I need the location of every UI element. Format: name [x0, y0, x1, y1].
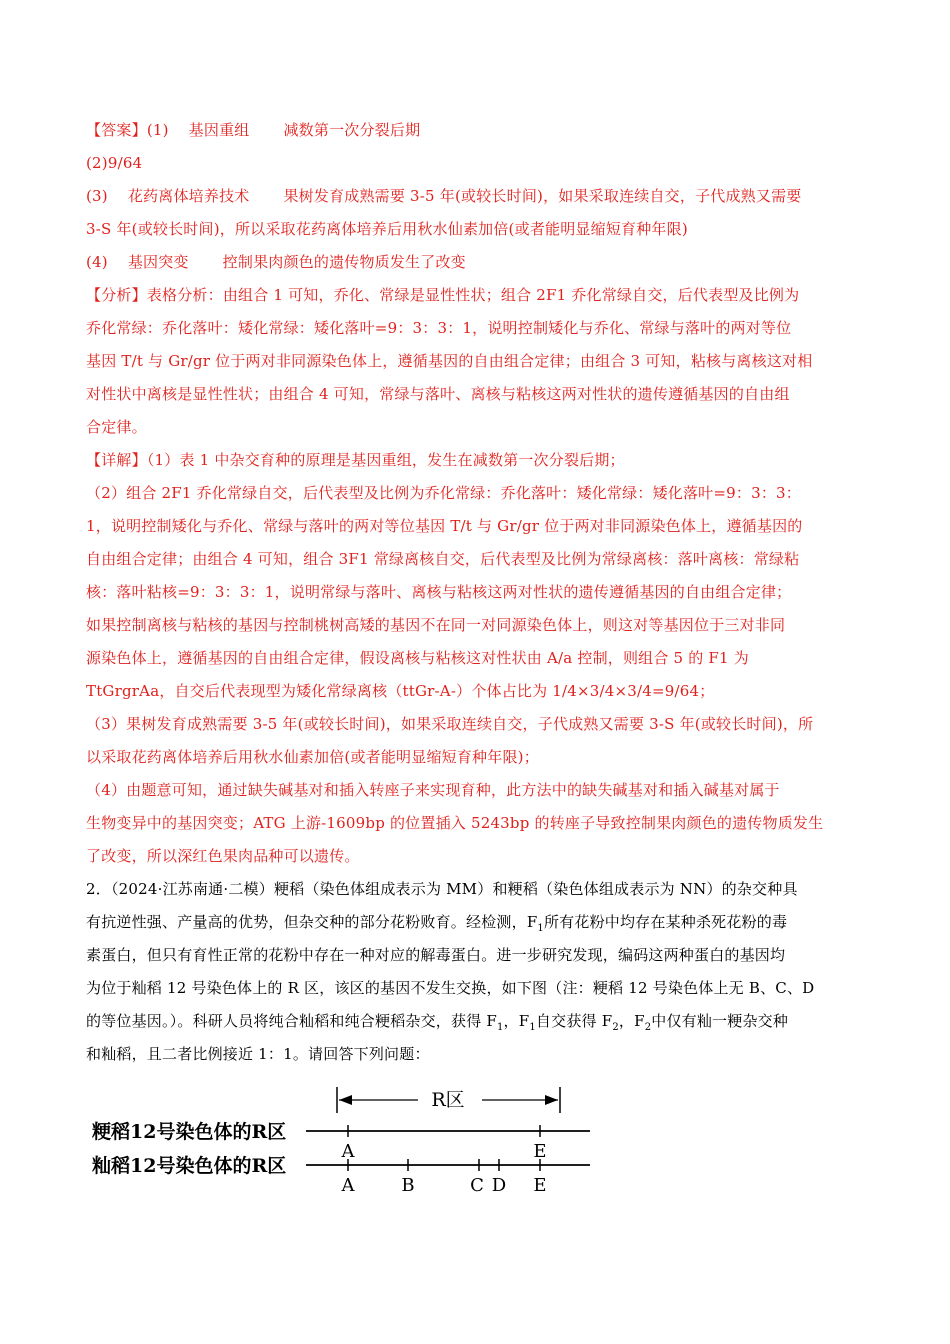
- analysis-line-3: 基因 T/t 与 Gr/gr 位于两对非同源染色体上，遵循基因的自由组合定律；由组合 3 可知，粘核与离核这对相: [86, 352, 813, 370]
- arrow-left-icon: [339, 1095, 352, 1105]
- answer-line-3: (3) 花药离体培养技术 果树发育成熟需要 3-5 年(或较长时间)，如果采取连续自交，子代成熟又需要: [86, 187, 802, 205]
- detail-line: 生物变异中的基因突变；ATG 上游-1609bp 的位置插入 5243bp 的转座子导致控制果肉颜色的遗传物质发生: [86, 814, 824, 832]
- question-line-1: 2．（2024·江苏南通·二模）粳稻（染色体组成表示为 MM）和粳稻（染色体组成表示为 NN）的杂交种具: [86, 880, 798, 898]
- answer-1-a: 基因重组: [188, 121, 250, 139]
- detail-label: 【详解】: [86, 451, 147, 469]
- detail-line: 核：落叶粘核=9：3：3：1，说明常绿与落叶、离核与粘核这两对性状的遗传遵循基因的自由组合定律；: [86, 583, 792, 601]
- row2-gene-d: D: [491, 1175, 507, 1196]
- row2-gene-c: C: [470, 1175, 484, 1196]
- arrow-right-icon: [545, 1095, 558, 1105]
- analysis-label: 【分析】: [86, 286, 147, 304]
- chromosome-r-region-figure: [90, 1075, 610, 1205]
- document-page: [86, 114, 866, 1071]
- row2-gene-e: E: [533, 1175, 547, 1196]
- question-line-6: 和籼稻，且二者比例接近 1：1。请回答下列问题：: [86, 1045, 430, 1063]
- question-line-2: 有抗逆性强、产量高的优势，但杂交种的部分花粉败育。经检测，$F_1$所有花粉中均存在某种杀死花粉的毒: [86, 913, 788, 934]
- detail-line: 1，说明控制矮化与乔化、常绿与落叶的两对等位基因 T/t 与 Gr/gr 位于两对非同源染色体上，遵循基因的: [86, 517, 803, 535]
- row1-label: 粳稻12号染色体的R区: [92, 1121, 287, 1143]
- detail-line: 自由组合定律；由组合 4 可知，组合 3F1 常绿离核自交，后代表型及比例为常绿离核：落叶离核：常绿粘: [86, 550, 800, 568]
- detail-line: TtGrgrAa，自交后代表现型为矮化常绿离核（ttGr-A-）个体占比为 1/4×3/4×3/4=9/64；: [86, 682, 715, 700]
- analysis-line-5: 合定律。: [86, 418, 147, 436]
- row1-gene-a: A: [341, 1141, 355, 1162]
- detail-line: 如果控制离核与粘核的基因与控制桃树高矮的基因不在同一对同源染色体上，则这对等基因位于三对非同: [86, 616, 786, 634]
- detail-line: （3）果树发育成熟需要 3-5 年(或较长时间)，如果采取连续自交，子代成熟又需要 3-S 年(或较长时间)，所: [86, 715, 814, 733]
- question-line-4: 为位于籼稻 12 号染色体上的 R 区，该区的基因不发生交换，如下图（注：粳稻 12 号染色体上无 B、C、D: [86, 979, 815, 997]
- detail-line: （4）由题意可知，通过缺失碱基对和插入转座子来实现育种，此方法中的缺失碱基对和插入碱基对属于: [86, 781, 780, 799]
- row2-gene-b: B: [401, 1175, 415, 1196]
- answer-line-5: (4) 基因突变 控制果肉颜色的遗传物质发生了改变: [86, 253, 466, 271]
- question-line-5: 的等位基因。）。科研人员将纯合籼稻和纯合粳稻杂交，获得 $F_1$，$F_1$自交获得 $F_2$，$F_2$中仅有籼一粳杂交种: [86, 1012, 789, 1033]
- question-line-3: 素蛋白，但只有育性正常的花粉中存在一种对应的解毒蛋白。进一步研究发现，编码这两种蛋白的基因均: [86, 946, 786, 964]
- row2-gene-a: A: [341, 1175, 355, 1196]
- answer-line-1: [86, 114, 866, 147]
- answer-label: 【答案】: [86, 121, 147, 139]
- detail-line: 源染色体上，遵循基因的自由组合定律，假设离核与粘核这对性状由 A/a 控制，则组合 5 的 F1 为: [86, 649, 749, 667]
- detail-line: （2）组合 2F1 乔化常绿自交，后代表型及比例为乔化常绿：乔化落叶：矮化常绿：矮化落叶=9：3：3：: [86, 484, 801, 502]
- row2-label: 籼稻12号染色体的R区: [92, 1155, 287, 1177]
- answer-line-2: (2)9/64: [86, 154, 143, 172]
- analysis-line-4: 对性状中离核是显性性状；由组合 4 可知，常绿与落叶、离核与粘核这两对性状的遗传遵循基因的自由组: [86, 385, 790, 403]
- analysis-line-2: 乔化常绿：乔化落叶：矮化常绿：矮化落叶=9：3：3：1，说明控制矮化与乔化、常绿与落叶的两对等位: [86, 319, 792, 337]
- detail-line-1: 【详解】（1）表 1 中杂交育种的原理是基因重组，发生在减数第一次分裂后期；: [86, 451, 625, 469]
- detail-line: 以采取花药离体培养后用秋水仙素加倍(或者能明显缩短育种年限)；: [86, 748, 539, 766]
- region-label: R区: [431, 1089, 465, 1111]
- row1-gene-e: E: [533, 1141, 547, 1162]
- answer-1-num: (1): [146, 121, 169, 139]
- answer-line-4: 3-S 年(或较长时间)，所以采取花药离体培养后用秋水仙素加倍(或者能明显缩短育种年限): [86, 220, 688, 238]
- analysis-line-1: 【分析】表格分析：由组合 1 可知，乔化、常绿是显性性状；组合 2F1 乔化常绿自交，后代表型及比例为: [86, 286, 800, 304]
- detail-line: 了改变，所以深红色果肉品种可以遗传。: [86, 847, 360, 865]
- answer-1-b: 减数第一次分裂后期: [283, 121, 421, 139]
